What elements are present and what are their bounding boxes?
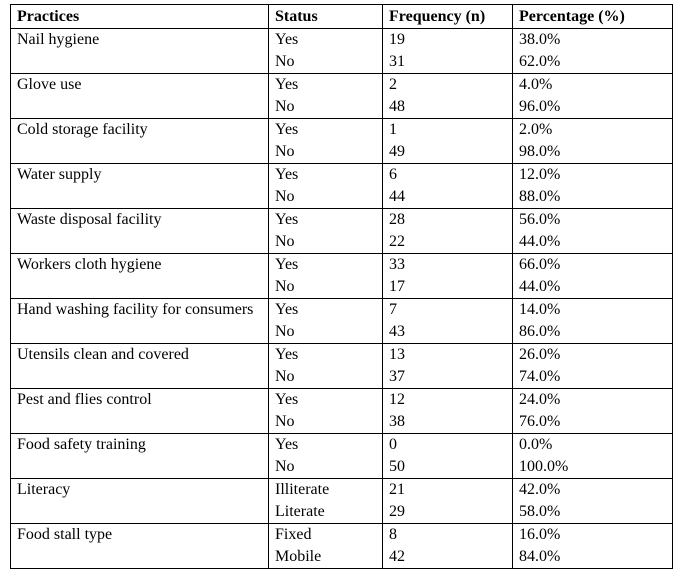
frequency-cell (383, 254, 513, 299)
status-value: Literate (275, 503, 325, 520)
percentage-value: 58.0% (519, 503, 561, 520)
frequency-value: 19 (389, 31, 405, 48)
percentage-value: 44.0% (519, 233, 561, 250)
status-value: No (275, 323, 295, 340)
percentage-value: 16.0% (519, 526, 561, 543)
frequency-value: 12 (389, 391, 405, 408)
frequency-value: 1 (389, 121, 397, 138)
frequency-value: 22 (389, 233, 405, 250)
frequency-value: 2 (389, 76, 397, 93)
percentage-value: 12.0% (519, 166, 561, 183)
status-cell (269, 434, 383, 479)
frequency-value: 29 (389, 503, 405, 520)
status-value: No (275, 233, 295, 250)
status-value: Yes (275, 436, 299, 453)
frequency-cell (383, 164, 513, 209)
percentage-value: 44.0% (519, 278, 561, 295)
frequency-value: 31 (389, 53, 405, 70)
table-row (11, 299, 673, 344)
percentage-value: 62.0% (519, 53, 561, 70)
header-practices: Practices (11, 5, 269, 29)
table-body (11, 29, 673, 569)
frequency-value: 37 (389, 368, 405, 385)
status-value: No (275, 278, 295, 295)
percentage-value: 2.0% (519, 121, 553, 138)
frequency-cell (383, 479, 513, 524)
frequency-value: 43 (389, 323, 405, 340)
status-cell (269, 524, 383, 569)
percentage-value: 76.0% (519, 413, 561, 430)
frequency-value: 42 (389, 548, 405, 565)
practice-cell: Water supply (11, 164, 269, 209)
percentage-value: 84.0% (519, 548, 561, 565)
practice-cell: Nail hygiene (11, 29, 269, 74)
header-frequency: Frequency (n) (383, 5, 513, 29)
frequency-cell (383, 29, 513, 74)
table-row (11, 74, 673, 119)
status-value: Yes (275, 346, 299, 363)
status-value: Yes (275, 301, 299, 318)
percentage-value: 88.0% (519, 188, 561, 205)
table-row (11, 434, 673, 479)
percentage-value: 56.0% (519, 211, 561, 228)
percentage-value: 0.0% (519, 436, 553, 453)
frequency-value: 48 (389, 98, 405, 115)
practice-cell: Cold storage facility (11, 119, 269, 164)
status-value: No (275, 143, 295, 160)
status-value: Yes (275, 391, 299, 408)
percentage-cell (513, 29, 673, 74)
table-row (11, 164, 673, 209)
status-cell (269, 74, 383, 119)
practice-cell: Literacy (11, 479, 269, 524)
status-value: Yes (275, 166, 299, 183)
status-value: Yes (275, 31, 299, 48)
percentage-value: 98.0% (519, 143, 561, 160)
percentage-cell (513, 389, 673, 434)
practice-cell: Glove use (11, 74, 269, 119)
frequency-value: 17 (389, 278, 405, 295)
table-row (11, 524, 673, 569)
frequency-value: 49 (389, 143, 405, 160)
status-value: No (275, 53, 295, 70)
percentage-cell (513, 344, 673, 389)
status-value: Illiterate (275, 481, 330, 498)
percentage-cell (513, 299, 673, 344)
table-row (11, 119, 673, 164)
table-row (11, 29, 673, 74)
status-value: No (275, 98, 295, 115)
percentage-value: 14.0% (519, 301, 561, 318)
percentage-cell (513, 524, 673, 569)
header-status: Status (269, 5, 383, 29)
frequency-value: 0 (389, 436, 397, 453)
frequency-cell (383, 344, 513, 389)
table-header-row (11, 5, 673, 29)
practices-table (10, 4, 673, 569)
percentage-value: 100.0% (519, 458, 569, 475)
percentage-cell (513, 479, 673, 524)
status-cell (269, 389, 383, 434)
percentage-value: 26.0% (519, 346, 561, 363)
practice-cell: Food safety training (11, 434, 269, 479)
status-cell (269, 209, 383, 254)
status-value: Mobile (275, 548, 322, 565)
status-value: No (275, 458, 295, 475)
status-cell (269, 119, 383, 164)
frequency-cell (383, 434, 513, 479)
frequency-cell (383, 74, 513, 119)
frequency-cell (383, 389, 513, 434)
frequency-value: 38 (389, 413, 405, 430)
frequency-cell (383, 119, 513, 164)
frequency-cell (383, 524, 513, 569)
percentage-value: 86.0% (519, 323, 561, 340)
percentage-cell (513, 164, 673, 209)
practice-cell: Workers cloth hygiene (11, 254, 269, 299)
frequency-value: 28 (389, 211, 405, 228)
practice-cell: Pest and flies control (11, 389, 269, 434)
practice-cell: Hand washing facility for consumers (11, 299, 269, 344)
frequency-value: 50 (389, 458, 405, 475)
percentage-cell (513, 209, 673, 254)
frequency-cell (383, 209, 513, 254)
status-value: Yes (275, 76, 299, 93)
status-value: Fixed (275, 526, 312, 543)
percentage-cell (513, 434, 673, 479)
frequency-value: 6 (389, 166, 397, 183)
table-row (11, 344, 673, 389)
status-value: Yes (275, 121, 299, 138)
header-percentage: Percentage (%) (513, 5, 673, 29)
table-row (11, 389, 673, 434)
status-value: No (275, 413, 295, 430)
percentage-value: 74.0% (519, 368, 561, 385)
status-cell (269, 29, 383, 74)
practice-cell: Waste disposal facility (11, 209, 269, 254)
practice-cell: Utensils clean and covered (11, 344, 269, 389)
status-value: No (275, 368, 295, 385)
percentage-value: 24.0% (519, 391, 561, 408)
percentage-value: 66.0% (519, 256, 561, 273)
status-cell (269, 344, 383, 389)
practice-cell: Food stall type (11, 524, 269, 569)
practices-table-container (10, 4, 673, 569)
frequency-value: 44 (389, 188, 405, 205)
status-value: Yes (275, 256, 299, 273)
table-row (11, 209, 673, 254)
status-cell (269, 254, 383, 299)
table-row (11, 479, 673, 524)
frequency-cell (383, 299, 513, 344)
frequency-value: 21 (389, 481, 405, 498)
status-cell (269, 479, 383, 524)
percentage-value: 42.0% (519, 481, 561, 498)
table-row (11, 254, 673, 299)
frequency-value: 8 (389, 526, 397, 543)
frequency-value: 13 (389, 346, 405, 363)
percentage-value: 38.0% (519, 31, 561, 48)
status-cell (269, 164, 383, 209)
frequency-value: 7 (389, 301, 397, 318)
percentage-cell (513, 254, 673, 299)
status-value: No (275, 188, 295, 205)
frequency-value: 33 (389, 256, 405, 273)
status-cell (269, 299, 383, 344)
percentage-value: 4.0% (519, 76, 553, 93)
percentage-cell (513, 74, 673, 119)
percentage-cell (513, 119, 673, 164)
status-value: Yes (275, 211, 299, 228)
percentage-value: 96.0% (519, 98, 561, 115)
